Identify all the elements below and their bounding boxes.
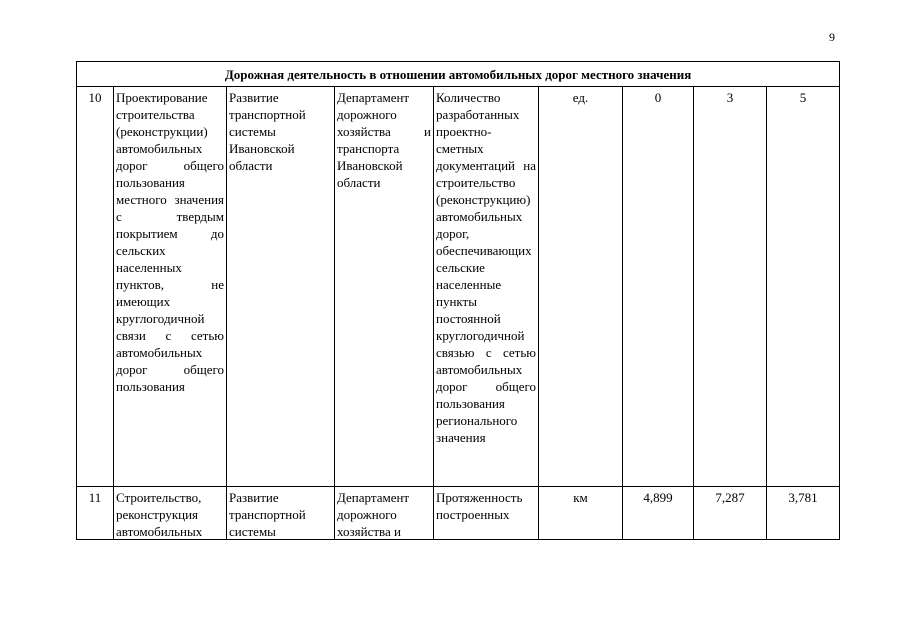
page-number: 9 xyxy=(829,30,835,44)
value-cell: 5 xyxy=(767,87,840,487)
indicator-cell: Количество разработанных проектно-сметных документаций на строительство (реконструкцию) автомобильных дорог, обеспечивающих сельские населенные пункты постоянной круглогодичной связью с сетью автомобильных дорог общего пользования регионального значения xyxy=(434,87,539,487)
unit-cell: ед. xyxy=(539,87,623,487)
indicators-table xyxy=(76,61,840,540)
row-number: 11 xyxy=(77,487,114,540)
value-cell: 7,287 xyxy=(694,487,767,540)
section-title: Дорожная деятельность в отношении автомобильных дорог местного значения xyxy=(77,62,840,87)
indicator-cell: Протяженность построенных xyxy=(434,487,539,540)
value-cell: 3 xyxy=(694,87,767,487)
activity-cell: Проектирование строительства (реконструкции) автомобильных дорог общего пользования местного значения с твердым покрытием до сельских населенных пунктов, не имеющих круглогодичной связи с сетью автомобильных дорог общего пользования xyxy=(114,87,227,487)
table-row xyxy=(77,87,840,487)
value-cell: 4,899 xyxy=(623,487,694,540)
executor-cell: Департамент дорожного хозяйства и транспорта Ивановской области xyxy=(335,87,434,487)
executor-cell: Департамент дорожного хозяйства и xyxy=(335,487,434,540)
value-cell: 0 xyxy=(623,87,694,487)
value-cell: 3,781 xyxy=(767,487,840,540)
table-row xyxy=(77,487,840,540)
section-header-row xyxy=(77,62,840,87)
program-cell: Развитие транспортной системы Ивановской области xyxy=(227,87,335,487)
program-cell: Развитие транспортной системы xyxy=(227,487,335,540)
row-number: 10 xyxy=(77,87,114,487)
activity-cell: Строительство, реконструкция автомобильных xyxy=(114,487,227,540)
unit-cell: км xyxy=(539,487,623,540)
